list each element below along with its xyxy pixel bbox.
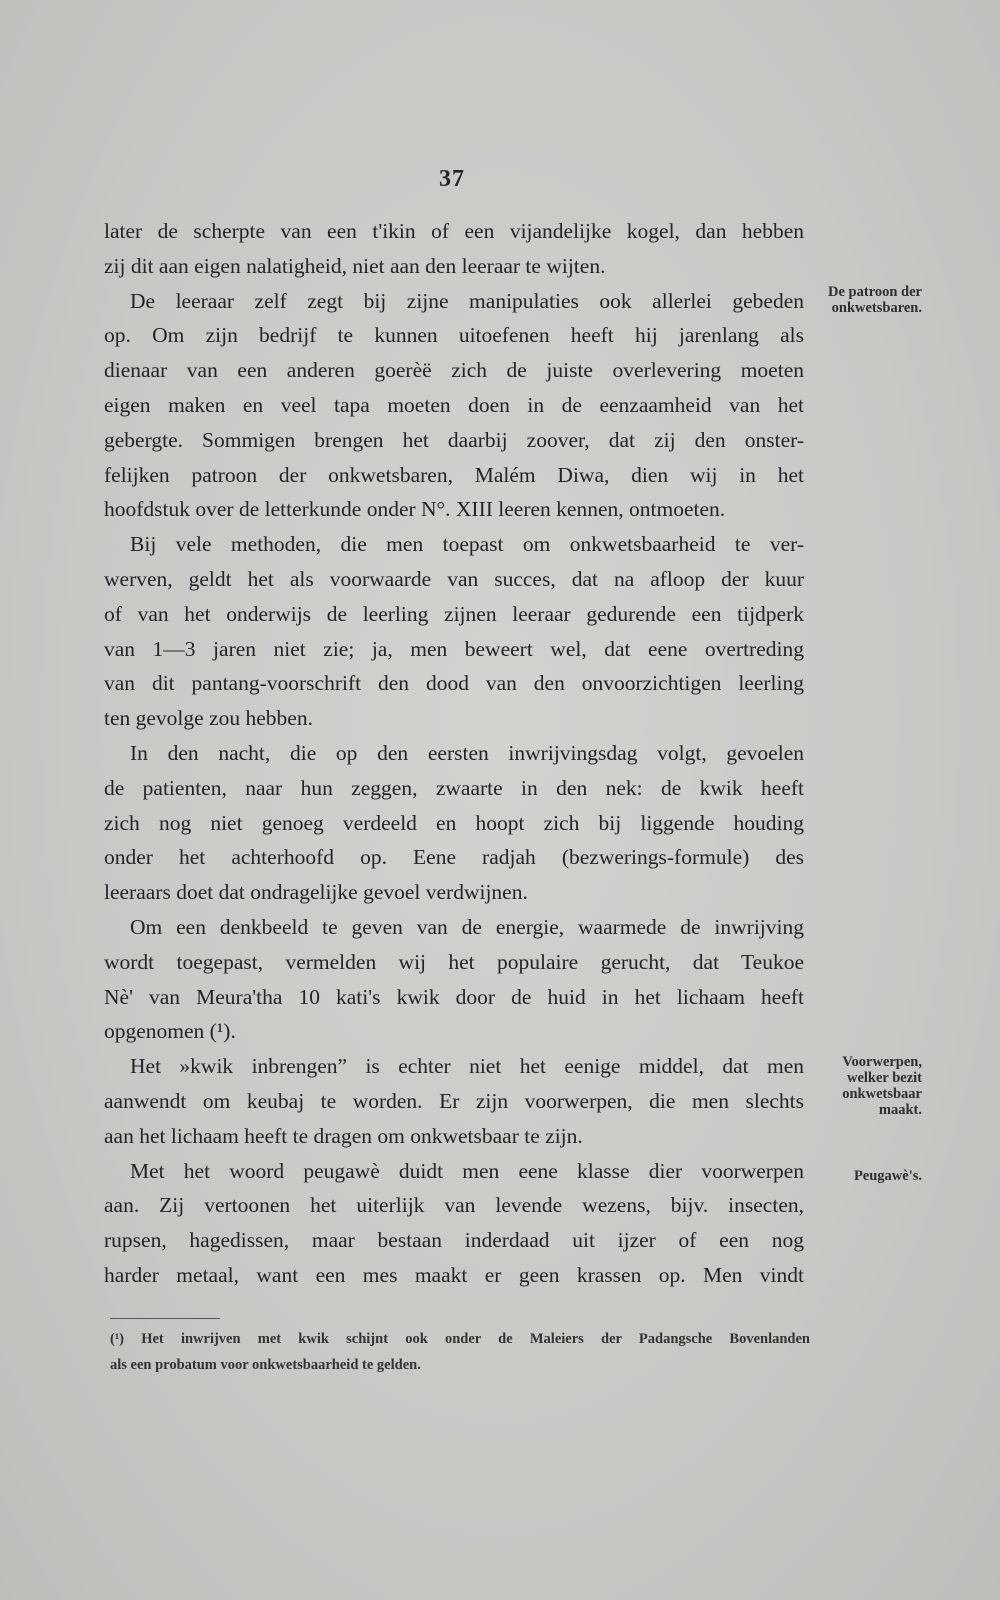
- footnote-line: (¹) Het inwrijven met kwik schijnt ook onder de Maleiers der Padangsche Bovenlanden: [110, 1331, 810, 1347]
- footnote: [110, 1326, 810, 1378]
- text-line: zij dit aan eigen nalatigheid, niet aan den leeraar te wijten.: [104, 253, 606, 278]
- text-line: leeraars doet dat ondragelijke gevoel verdwijnen.: [104, 880, 528, 905]
- text-line: aan het lichaam heeft te dragen om onkwetsbaar te zijn.: [104, 1123, 583, 1148]
- text-line: wordt toegepast, vermelden wij het populaire gerucht, dat Teukoe: [104, 949, 804, 974]
- footnote-divider: [110, 1318, 220, 1319]
- text-line: aan. Zij vertoonen het uiterlijk van levende wezens, bijv. insecten,: [104, 1193, 804, 1218]
- text-line: aanwendt om keubaj te worden. Er zijn voorwerpen, die men slechts: [104, 1088, 804, 1113]
- text-line: of van het onderwijs de leerling zijnen leeraar gedurende een tijdperk: [104, 601, 804, 626]
- text-line: ten gevolge zou hebben.: [104, 706, 313, 731]
- text-line: rupsen, hagedissen, maar bestaan inderdaad uit ijzer of een nog: [104, 1228, 804, 1253]
- footnote-line: als een probatum voor onkwetsbaarheid te gelden.: [110, 1357, 421, 1373]
- text-line: zich nog niet genoeg verdeeld en hoopt zich bij liggende houding: [104, 810, 804, 835]
- margin-note: Peugawè's.: [853, 1168, 922, 1184]
- text-line: De leeraar zelf zegt bij zijne manipulaties ook allerlei gebeden: [130, 288, 804, 313]
- text-line: Het »kwik inbrengen” is echter niet het eenige middel, dat men: [130, 1054, 804, 1079]
- text-line: Bij vele methoden, die men toepast om onkwetsbaarheid te ver-: [130, 532, 804, 557]
- text-line: hoofdstuk over de letterkunde onder N°. XIII leeren kennen, ontmoeten.: [104, 497, 726, 522]
- text-line: werven, geldt het als voorwaarde van succes, dat na afloop der kuur: [104, 566, 804, 591]
- text-line: gebergte. Sommigen brengen het daarbij zoover, dat zij den onster-: [104, 427, 804, 452]
- page-number: 37: [439, 166, 465, 192]
- margin-note: Voorwerpen, welker bezit onkwetsbaar maakt.: [842, 1054, 922, 1118]
- text-line: opgenomen (¹).: [104, 1019, 236, 1044]
- text-line: harder metaal, want een mes maakt er geen krassen op. Men vindt: [104, 1262, 804, 1287]
- text-line: onder het achterhoofd op. Eene radjah (bezwerings-formule) des: [104, 845, 804, 870]
- text-line: felijken patroon der onkwetsbaren, Malém Diwa, dien wij in het: [104, 462, 804, 487]
- text-line: Nè' van Meura'tha 10 kati's kwik door de huid in het lichaam heeft: [104, 984, 804, 1009]
- text-line: Met het woord peugawè duidt men eene klasse dier voorwerpen: [130, 1158, 804, 1183]
- text-line: van 1—3 jaren niet zie; ja, men beweert wel, dat eene overtreding: [104, 636, 804, 661]
- text-line: eigen maken en veel tapa moeten doen in de eenzaamheid van het: [104, 392, 804, 417]
- text-line: later de scherpte van een t'ikin of een vijandelijke kogel, dan hebben: [104, 219, 804, 243]
- text-line: van dit pantang-voorschrift den dood van den onvoorzichtigen leerling: [104, 671, 804, 696]
- text-line: op. Om zijn bedrijf te kunnen uitoefenen heeft hij jarenlang als: [104, 323, 804, 348]
- text-line: Om een denkbeeld te geven van de energie, waarmede de inwrijving: [130, 914, 804, 939]
- text-line: dienaar van een anderen goerèë zich de juiste overlevering moeten: [104, 358, 804, 383]
- margin-note: De patroon der onkwetsbaren.: [828, 284, 922, 316]
- body-text: [104, 214, 804, 1293]
- text-line: In den nacht, die op den eersten inwrijvingsdag volgt, gevoelen: [130, 740, 804, 765]
- text-line: de patienten, naar hun zeggen, zwaarte in den nek: de kwik heeft: [104, 775, 804, 800]
